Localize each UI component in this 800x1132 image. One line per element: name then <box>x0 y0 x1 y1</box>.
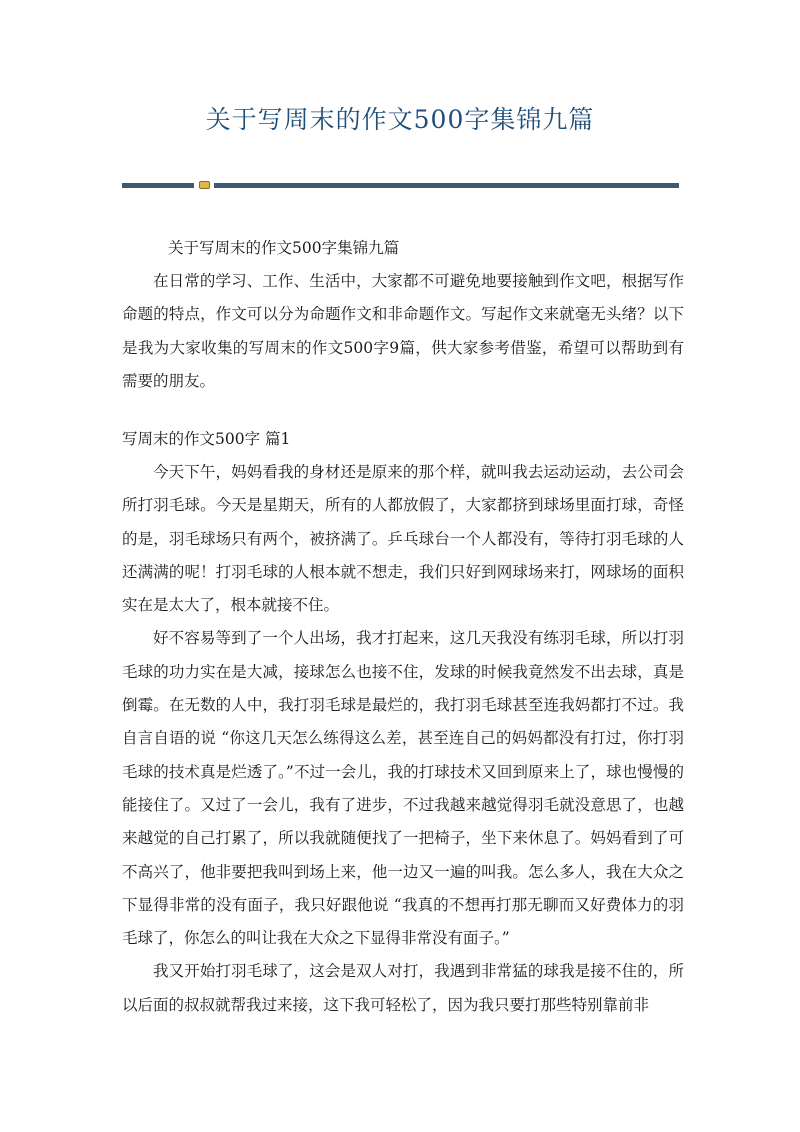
title-divider <box>122 181 679 189</box>
divider-left-bar <box>122 183 194 188</box>
essay-paragraph: 我又开始打羽毛球了，这会是双人对打，我遇到非常猛的球我是接不住的，所以后面的叔叔就帮我过来接，这下我可轻松了，因为我只要打那些特别靠前非 <box>122 962 684 1014</box>
essay-paragraph: 好不容易等到了一个人出场，我才打起来，这几天我没有练羽毛球，所以打羽毛球的功力实在是大减，接球怎么也接不住，发球的时候我竟然发不出去球，真是倒霉。在无数的人中，我打羽毛球是最烂的，我打羽毛球甚至连我妈都打不过。我自言自语的说 “你这几天怎么练得这么差，甚至连自己的妈妈都没有打过，你打羽毛球的技术真是烂透了。”不过一会儿，我的打球技术又回到原来上了，球也慢慢的能接住了。又过了一会儿，我有了进步，不过我越来越觉得羽毛就没意思了，也越来越觉的自己打累了，所以我就随便找了一把椅子，坐下来休息了。妈妈看到了可不高兴了，他非要把我叫到场上来，他一边又一遍的叫我。怎么多人，我在大众之下显得非常的没有面子，我只好跟他说 “我真的不想再打那无聊而又好费体力的羽毛球了，你怎么的叫让我在大众之下显得非常没有面子。” <box>122 629 684 948</box>
section-heading: 写周末的作文500字 篇1 <box>122 430 291 448</box>
intro-block <box>122 265 684 398</box>
divider-right-bar <box>214 183 679 188</box>
document-title: 关于写周末的作文500字集锦九篇 <box>205 105 595 134</box>
divider-ornament-icon <box>199 181 210 189</box>
intro-paragraph: 在日常的学习、工作、生活中，大家都不可避免地要接触到作文吧，根据写作命题的特点，作文可以分为命题作文和非命题作文。写起作文来就毫无头绪？以下是我为大家收集的写周末的作文500字9篇，供大家参考借鉴，希望可以帮助到有需要的朋友。 <box>122 272 684 390</box>
essay-paragraph: 今天下午，妈妈看我的身材还是原来的那个样，就叫我去运动运动，去公司会所打羽毛球。今天是星期天，所有的人都放假了，大家都挤到球场里面打球，奇怪的是，羽毛球场只有两个，被挤满了。乒乓球台一个人都没有，等待打羽毛球的人还满满的呢！打羽毛球的人根本就不想走，我们只好到网球场来打，网球场的面积实在是太大了，根本就接不住。 <box>122 463 684 615</box>
subtitle: 关于写周末的作文500字集锦九篇 <box>168 239 400 257</box>
essay-body <box>122 456 684 1022</box>
